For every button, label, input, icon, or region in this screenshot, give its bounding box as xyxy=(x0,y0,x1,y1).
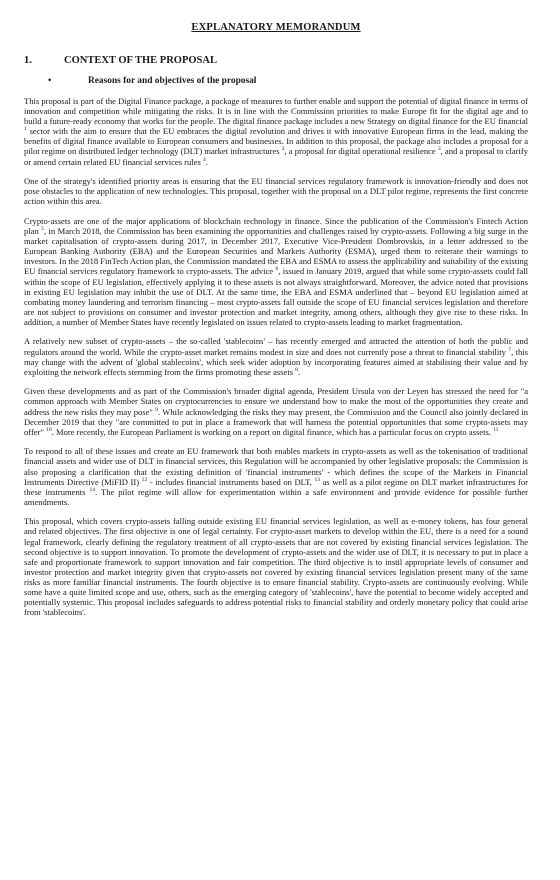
body-paragraph: Crypto-assets are one of the major applications of blockchain technology in finance. Since the publication of the Commission's Fintech Action plan $^5$, in March 2018, the Commission has been examining the opportunities and challenges raised by crypto-assets. Following a big surge in the market capitalisation of crypto-assets during 2017, in December 2017, Executive Vice-President Dombrovskis, in a letter addressed to the European Banking Authority (EBA) and the European Securities and Markets Authority (ESMA), urged them to reiterate their warnings to investors. In the 2018 FinTech Action plan, the Commission mandated the EBA and ESMA to assess the applicability and suitability of the existing EU financial services regulatory framework to crypto-assets. The advice $^6$, issued in January 2019, argued that while some crypto-assets could fall within the scope of EU legislation, effectively applying it to these assets is not always straightforward. Moreover, the advice noted that provisions in existing EU legislation may inhibit the use of DLT. At the same time, the EBA and ESMA underlined that – beyond EU legislation aimed at combating money laundering and terrorism financing – most crypto-assets fall outside the scope of EU financial services legislation and therefore are not subject to provisions on consumer and investor protection and market integrity, among others, although they give rise to these risks. In addition, a number of Member States have recently legislated on issues related to crypto-assets leading to market fragmentation. xyxy=(24,215,528,327)
body-paragraph: Given these developments and as part of the Commission's broader digital agenda, President Ursula von der Leyen has stressed the need for "a common approach with Member States on cryptocurrencies to ensure we understand how to make the most of the opportunities they create and address the new risks they may pose" $^9$. While acknowledging the risks they may present, the Commission and the Council also jointly declared in December 2019 that they "are committed to put in place a framework that will harness the potential opportunities that some crypto-assets may offer" $^{10}$. More recently, the European Parliament is working on a report on digital finance, which has a particular focus on crypto assets. $^{11}$ xyxy=(24,386,528,437)
bullet-icon: • xyxy=(48,76,52,86)
body-paragraph: A relatively new subset of crypto-assets – the so-called 'stablecoins' – has recently emerged and attracted the attention of both the public and regulators around the world. While the crypto-asset market remains modest in size and does not currently pose a threat to financial stability $^7$, this may change with the advent of 'global stablecoins', which seek wider adoption by incorporating features aimed at stabilising their value and by exploiting the network effects stemming from the firms promoting these assets $^8$. xyxy=(24,336,528,377)
body-paragraph: This proposal is part of the Digital Finance package, a package of measures to further enable and support the potential of digital finance in terms of innovation and competition while mitigating the risks. It is in line with the Commission priorities to make Europe fit for the digital age and to build a future-ready economy that works for the people. The digital finance package includes a new Strategy on digital finance for the EU financial $^1$ sector with the aim to ensure that the EU embraces the digital revolution and drives it with innovative European firms in the lead, making the benefits of digital finance available to European consumers and businesses. In addition to this proposal, the package also includes a proposal for a pilot regime on distributed ledger technology (DLT) market infrastructures $^2$, a proposal for digital operational resilience $^3$, and a proposal to clarify or amend certain related EU financial services rules $^4$. xyxy=(24,96,528,167)
footnote-ref: 7 xyxy=(508,346,512,353)
subsection-heading xyxy=(24,76,528,86)
footnote-ref: 11 xyxy=(493,426,499,433)
body-paragraph: To respond to all of these issues and create an EU framework that both enables markets in crypto-assets as well as the tokenisation of traditional financial assets and wider use of DLT in financial services, this Regulation will be accompanied by other legislative proposals: the Commission is also proposing a clarification that the existing definition of 'financial instruments' - which defines the scope of the Markets in Financial Instruments Directive (MiFID II) $^{12}$ - includes financial instruments based on DLT, $^{13}$ as well as a pilot regime on DLT market infrastructures for these instruments $^{14}$. The pilot regime will allow for experimentation within a safe environment and provide evidence for possible further amendments. xyxy=(24,446,528,507)
subsection-title: Reasons for and objectives of the proposal xyxy=(88,76,257,86)
section-title: CONTEXT OF THE PROPOSAL xyxy=(64,55,217,66)
footnote-ref: 8 xyxy=(295,366,298,373)
footnote-ref: 2 xyxy=(281,146,285,153)
document-title: EXPLANATORY MEMORANDUM xyxy=(191,22,361,33)
footnote-ref: 10 xyxy=(46,426,52,433)
footnote-ref: 9 xyxy=(155,406,158,413)
body-paragraph: One of the strategy's identified priority areas is ensuring that the EU financial services regulatory framework is innovation-friendly and does not pose obstacles to the application of new technologies. This proposal, together with the proposal on a DLT pilot regime, represents the first concrete action within this area. xyxy=(24,176,528,207)
footnote-ref: 14 xyxy=(89,486,96,493)
footnote-ref: 1 xyxy=(24,126,27,133)
footnote-ref: 6 xyxy=(275,266,279,273)
footnote-ref: 12 xyxy=(141,476,148,483)
section-number: 1. xyxy=(24,55,32,66)
footnote-ref: 13 xyxy=(314,476,321,483)
footnote-ref: 4 xyxy=(202,156,206,163)
footnote-ref: 5 xyxy=(41,226,44,233)
document-body xyxy=(24,96,528,617)
section-heading xyxy=(24,55,528,66)
footnote-ref: 3 xyxy=(437,146,441,153)
body-paragraph: This proposal, which covers crypto-assets falling outside existing EU financial services legislation, as well as e-money tokens, has four general and related objectives. The first objective is one of legal certainty. For crypto-asset markets to develop within the EU, there is a need for a sound legal framework, clearly defining the regulatory treatment of all crypto-assets that are not covered by existing financial services legislation. The second objective is to support innovation. To promote the development of crypto-assets and the wider use of DLT, it is necessary to put in place a safe and proportionate framework to support innovation and fair competition. The third objective is to instil appropriate levels of consumer and investor protection and market integrity given that crypto-assets not covered by existing financial services legislation present many of the same risks as more familiar financial instruments. The fourth objective is to ensure financial stability. Crypto-assets are continuously evolving. While some have a quite limited scope and use, others, such as the emerging category of 'stablecoins', have the potential to become widely accepted and potentially systemic. This proposal includes safeguards to address potential risks to financial stability and orderly monetary policy that could arise from 'stablecoins'. xyxy=(24,516,528,618)
